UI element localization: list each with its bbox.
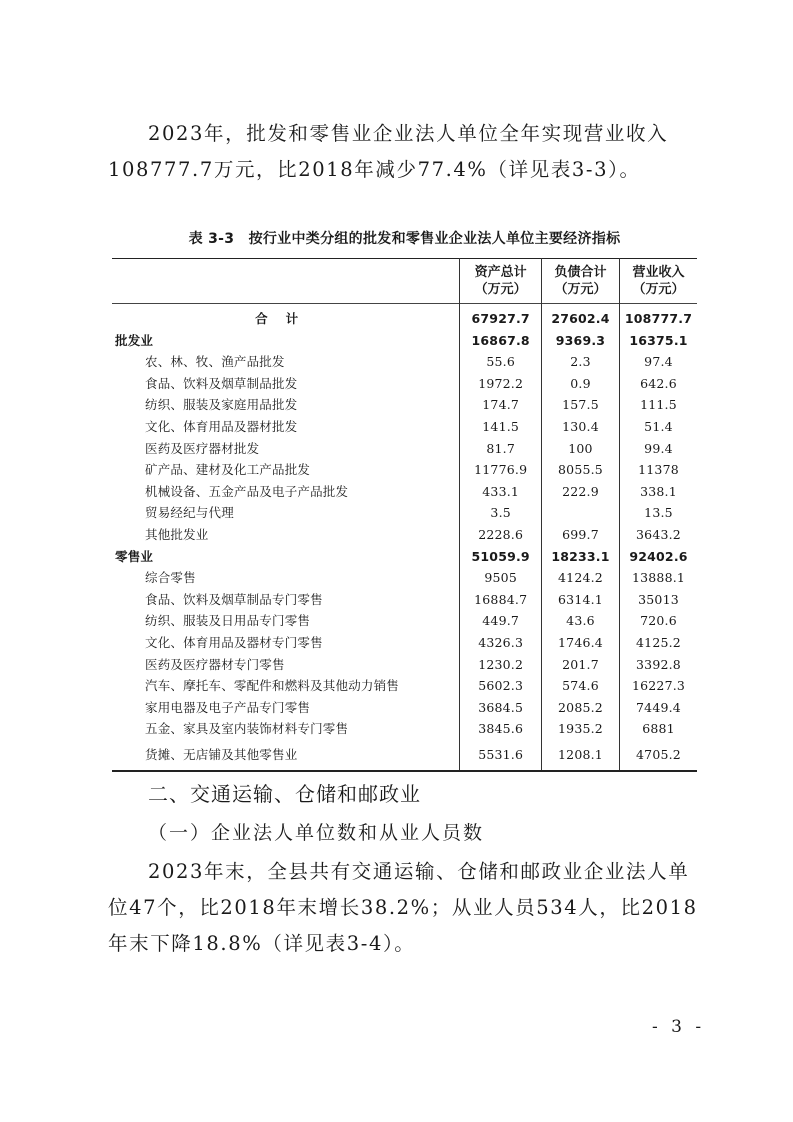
industry-name-cell: 综合零售 bbox=[145, 570, 196, 586]
revenue-cell: 111.5 bbox=[620, 394, 698, 416]
revenue-cell: 108777.7 bbox=[620, 304, 698, 330]
table-row bbox=[112, 632, 697, 654]
industry-name-cell: 合计 bbox=[255, 311, 317, 326]
assets-cell: 1230.2 bbox=[460, 654, 542, 676]
liabilities-cell: 0.9 bbox=[541, 373, 619, 395]
table-row bbox=[112, 718, 697, 740]
assets-cell: 9505 bbox=[460, 567, 542, 589]
revenue-cell: 6881 bbox=[620, 718, 698, 740]
liabilities-cell: 157.5 bbox=[541, 394, 619, 416]
revenue-cell: 720.6 bbox=[620, 610, 698, 632]
liabilities-cell: 574.6 bbox=[541, 675, 619, 697]
table-header-row bbox=[112, 259, 697, 304]
assets-cell: 5531.6 bbox=[460, 740, 542, 771]
liabilities-cell: 27602.4 bbox=[541, 304, 619, 330]
liabilities-cell: 9369.3 bbox=[541, 330, 619, 352]
liabilities-cell bbox=[541, 502, 619, 524]
page-number: - 3 - bbox=[652, 1017, 706, 1037]
revenue-cell: 16375.1 bbox=[620, 330, 698, 352]
table-row bbox=[112, 740, 697, 771]
industry-name-cell: 汽车、摩托车、零配件和燃料及其他动力销售 bbox=[145, 678, 400, 694]
liabilities-cell: 4124.2 bbox=[541, 567, 619, 589]
industry-name-cell: 其他批发业 bbox=[145, 526, 209, 542]
industry-name-cell: 纺织、服装及家庭用品批发 bbox=[145, 397, 298, 413]
table-row bbox=[112, 697, 697, 719]
liabilities-cell: 699.7 bbox=[541, 524, 619, 546]
liabilities-cell: 18233.1 bbox=[541, 546, 619, 568]
liabilities-cell: 6314.1 bbox=[541, 589, 619, 611]
subsection-heading: （一）企业法人单位数和从业人员数 bbox=[148, 822, 485, 844]
assets-cell: 67927.7 bbox=[460, 304, 542, 330]
revenue-cell: 51.4 bbox=[620, 416, 698, 438]
table-row bbox=[112, 438, 697, 460]
table-row bbox=[112, 416, 697, 438]
revenue-cell: 7449.4 bbox=[620, 697, 698, 719]
assets-cell: 16867.8 bbox=[460, 330, 542, 352]
industry-name-cell: 文化、体育用品及器材批发 bbox=[145, 418, 298, 434]
revenue-cell: 16227.3 bbox=[620, 675, 698, 697]
header-liabilities: 负债合计 （万元） bbox=[541, 259, 619, 304]
liabilities-cell: 43.6 bbox=[541, 610, 619, 632]
industry-name-cell: 纺织、服装及日用品专门零售 bbox=[145, 613, 311, 629]
industry-name-cell: 医药及医疗器材批发 bbox=[145, 440, 260, 456]
revenue-cell: 35013 bbox=[620, 589, 698, 611]
industry-name-cell: 食品、饮料及烟草制品批发 bbox=[145, 375, 298, 391]
transport-paragraph-text: 2023年末，全县共有交通运输、仓储和邮政业企业法人单位47个，比2018年末增长38.2%；从业人员534人，比2018年末下降18.8%（详见表3-4）。 bbox=[108, 860, 698, 955]
revenue-cell: 13888.1 bbox=[620, 567, 698, 589]
industry-name-cell: 批发业 bbox=[115, 332, 154, 348]
liabilities-cell: 2085.2 bbox=[541, 697, 619, 719]
liabilities-cell: 8055.5 bbox=[541, 459, 619, 481]
table-row bbox=[112, 567, 697, 589]
table-row bbox=[112, 524, 697, 546]
table-group-row bbox=[112, 546, 697, 568]
industry-name-cell: 五金、家具及室内装饰材料专门零售 bbox=[145, 721, 349, 737]
table-group-row bbox=[112, 330, 697, 352]
table-row bbox=[112, 610, 697, 632]
assets-cell: 433.1 bbox=[460, 481, 542, 503]
revenue-cell: 92402.6 bbox=[620, 546, 698, 568]
table-row bbox=[112, 394, 697, 416]
table-row bbox=[112, 654, 697, 676]
liabilities-cell: 2.3 bbox=[541, 351, 619, 373]
revenue-cell: 13.5 bbox=[620, 502, 698, 524]
liabilities-cell: 222.9 bbox=[541, 481, 619, 503]
revenue-cell: 4705.2 bbox=[620, 740, 698, 771]
table-row bbox=[112, 675, 697, 697]
table-row bbox=[112, 351, 697, 373]
industry-name-cell: 文化、体育用品及器材专门零售 bbox=[145, 634, 323, 650]
assets-cell: 141.5 bbox=[460, 416, 542, 438]
section-heading: 二、交通运输、仓储和邮政业 bbox=[148, 782, 421, 806]
industry-name-cell: 机械设备、五金产品及电子产品批发 bbox=[145, 483, 349, 499]
revenue-cell: 97.4 bbox=[620, 351, 698, 373]
industry-name-cell: 矿产品、建材及化工产品批发 bbox=[145, 462, 311, 478]
revenue-cell: 338.1 bbox=[620, 481, 698, 503]
revenue-cell: 3643.2 bbox=[620, 524, 698, 546]
revenue-cell: 4125.2 bbox=[620, 632, 698, 654]
table-row bbox=[112, 589, 697, 611]
liabilities-cell: 130.4 bbox=[541, 416, 619, 438]
revenue-cell: 642.6 bbox=[620, 373, 698, 395]
liabilities-cell: 201.7 bbox=[541, 654, 619, 676]
economic-indicators-table bbox=[112, 258, 697, 772]
assets-cell: 4326.3 bbox=[460, 632, 542, 654]
assets-cell: 3.5 bbox=[460, 502, 542, 524]
industry-name-cell: 医药及医疗器材专门零售 bbox=[145, 656, 285, 672]
liabilities-cell: 1746.4 bbox=[541, 632, 619, 654]
assets-cell: 449.7 bbox=[460, 610, 542, 632]
liabilities-cell: 1935.2 bbox=[541, 718, 619, 740]
header-revenue: 营业收入 （万元） bbox=[620, 259, 698, 304]
table-body bbox=[112, 304, 697, 771]
liabilities-cell: 100 bbox=[541, 438, 619, 460]
industry-name-cell: 零售业 bbox=[115, 548, 154, 564]
assets-cell: 174.7 bbox=[460, 394, 542, 416]
table-title: 表 3-3 按行业中类分组的批发和零售业企业法人单位主要经济指标 bbox=[188, 231, 621, 247]
intro-paragraph bbox=[108, 116, 698, 188]
revenue-cell: 3392.8 bbox=[620, 654, 698, 676]
assets-cell: 1972.2 bbox=[460, 373, 542, 395]
assets-cell: 55.6 bbox=[460, 351, 542, 373]
assets-cell: 11776.9 bbox=[460, 459, 542, 481]
intro-paragraph-text: 2023年，批发和零售业企业法人单位全年实现营业收入108777.7万元，比2018年减少77.4%（详见表3-3）。 bbox=[108, 122, 669, 181]
header-industry bbox=[112, 259, 460, 304]
revenue-cell: 11378 bbox=[620, 459, 698, 481]
liabilities-cell: 1208.1 bbox=[541, 740, 619, 771]
revenue-cell: 99.4 bbox=[620, 438, 698, 460]
assets-cell: 51059.9 bbox=[460, 546, 542, 568]
table-total-row bbox=[112, 304, 697, 330]
assets-cell: 16884.7 bbox=[460, 589, 542, 611]
table-row bbox=[112, 373, 697, 395]
assets-cell: 81.7 bbox=[460, 438, 542, 460]
header-assets: 资产总计 （万元） bbox=[460, 259, 542, 304]
assets-cell: 3845.6 bbox=[460, 718, 542, 740]
table-row bbox=[112, 459, 697, 481]
table-row bbox=[112, 481, 697, 503]
industry-name-cell: 农、林、牧、渔产品批发 bbox=[145, 354, 285, 370]
industry-name-cell: 家用电器及电子产品专门零售 bbox=[145, 699, 311, 715]
industry-name-cell: 货摊、无店铺及其他零售业 bbox=[112, 740, 460, 771]
industry-name-cell: 食品、饮料及烟草制品专门零售 bbox=[145, 591, 323, 607]
assets-cell: 3684.5 bbox=[460, 697, 542, 719]
industry-name-cell: 贸易经纪与代理 bbox=[145, 505, 234, 521]
assets-cell: 5602.3 bbox=[460, 675, 542, 697]
table-row bbox=[112, 502, 697, 524]
transport-paragraph bbox=[108, 854, 698, 962]
assets-cell: 2228.6 bbox=[460, 524, 542, 546]
